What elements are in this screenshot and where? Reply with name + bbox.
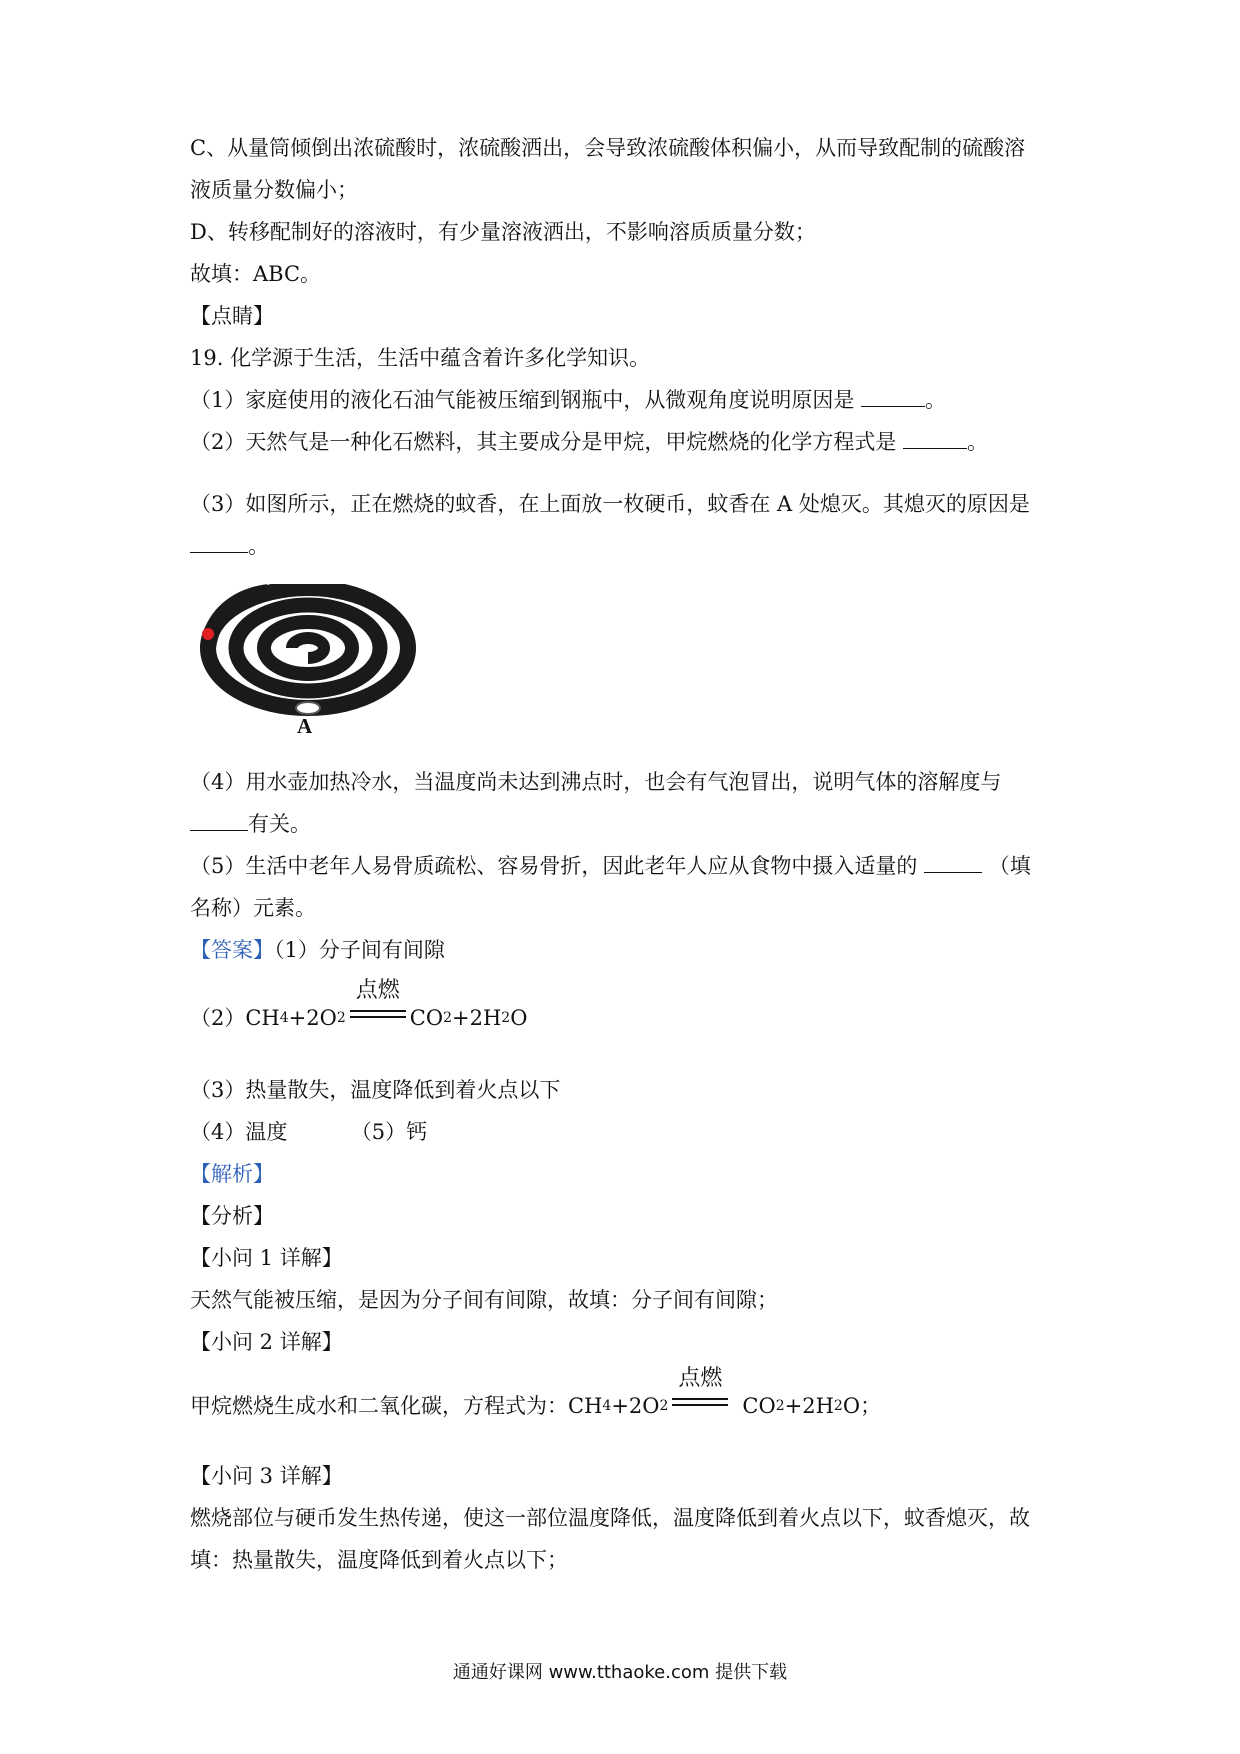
answer-3: （3）热量散失，温度降低到着火点以下	[190, 1078, 561, 1102]
detail-2-equation: 甲烷燃烧生成水和二氧化碳，方程式为：CH 4 +2O 2 点燃 CO 2 +2H 2 O ；	[190, 1366, 882, 1418]
figure-label: A	[297, 714, 313, 738]
question-5: （5）生活中老年人易骨质疏松、容易骨折，因此老年人应从食物中摄入适量的 （填	[190, 854, 1031, 878]
analysis-tag: 【解析】	[190, 1162, 274, 1186]
section-heading: 【点睛】	[190, 304, 274, 328]
ember-icon	[202, 628, 214, 640]
answer-blank	[861, 386, 925, 407]
section-heading: 【小问 3 详解】	[190, 1464, 343, 1488]
question-5-cont: 名称）元素。	[190, 896, 316, 920]
answer-tag: 【答案】	[190, 938, 274, 962]
question-2: （2）天然气是一种化石燃料，其主要成分是甲烷，甲烷燃烧的化学方程式是 。	[190, 430, 989, 454]
coin-icon	[296, 702, 320, 714]
answer-1: 【答案】（1）分子间有间隙	[190, 938, 445, 962]
question-3: （3）如图所示，正在燃烧的蚊香，在上面放一枚硬币，蚊香在 A 处熄灭。其熄灭的原因是	[190, 492, 1030, 516]
text-line: 燃烧部位与硬币发生热传递，使这一部位温度降低，温度降低到着火点以下，蚊香熄灭，故	[190, 1506, 1030, 1530]
text-line: 天然气能被压缩，是因为分子间有间隙，故填：分子间有间隙；	[190, 1288, 778, 1312]
section-heading: 【小问 1 详解】	[190, 1246, 343, 1270]
answer-2-equation: （2）CH 4 +2O 2 点燃 CO 2 +2H 2 O	[190, 978, 528, 1030]
reaction-condition: 点燃	[672, 1392, 728, 1420]
text-line: 故填：ABC。	[190, 262, 322, 286]
answer-blank	[190, 532, 248, 553]
question-1: （1）家庭使用的液化石油气能被压缩到钢瓶中，从微观角度说明原因是 。	[190, 388, 947, 412]
question-title: 19. 化学源于生活，生活中蕴含着许多化学知识。	[190, 346, 651, 370]
answer-blank	[924, 852, 982, 873]
text-line: 填：热量散失，温度降低到着火点以下；	[190, 1548, 568, 1572]
answer-blank	[190, 810, 248, 831]
question-4-cont: 有关。	[190, 810, 311, 838]
answer-blank	[903, 428, 967, 449]
section-heading: 【分析】	[190, 1204, 274, 1228]
text-line: D、转移配制好的溶液时，有少量溶液洒出，不影响溶质质量分数；	[190, 220, 816, 244]
question-3-cont: 。	[190, 532, 269, 560]
answer-4-5: （4）温度 （5）钙	[190, 1120, 428, 1144]
page-footer: 通通好课网 www.tthaoke.com 提供下载	[452, 1662, 788, 1683]
text-line: C、从量筒倾倒出浓硫酸时，浓硫酸洒出，会导致浓硫酸体积偏小，从而导致配制的硫酸溶	[190, 136, 1026, 160]
text-line: 液质量分数偏小；	[190, 178, 358, 202]
question-4: （4）用水壶加热冷水，当温度尚未达到沸点时，也会有气泡冒出，说明气体的溶解度与	[190, 770, 1002, 794]
mosquito-coil-figure	[198, 584, 418, 720]
section-heading: 【小问 2 详解】	[190, 1330, 343, 1354]
reaction-condition: 点燃	[350, 1004, 406, 1032]
